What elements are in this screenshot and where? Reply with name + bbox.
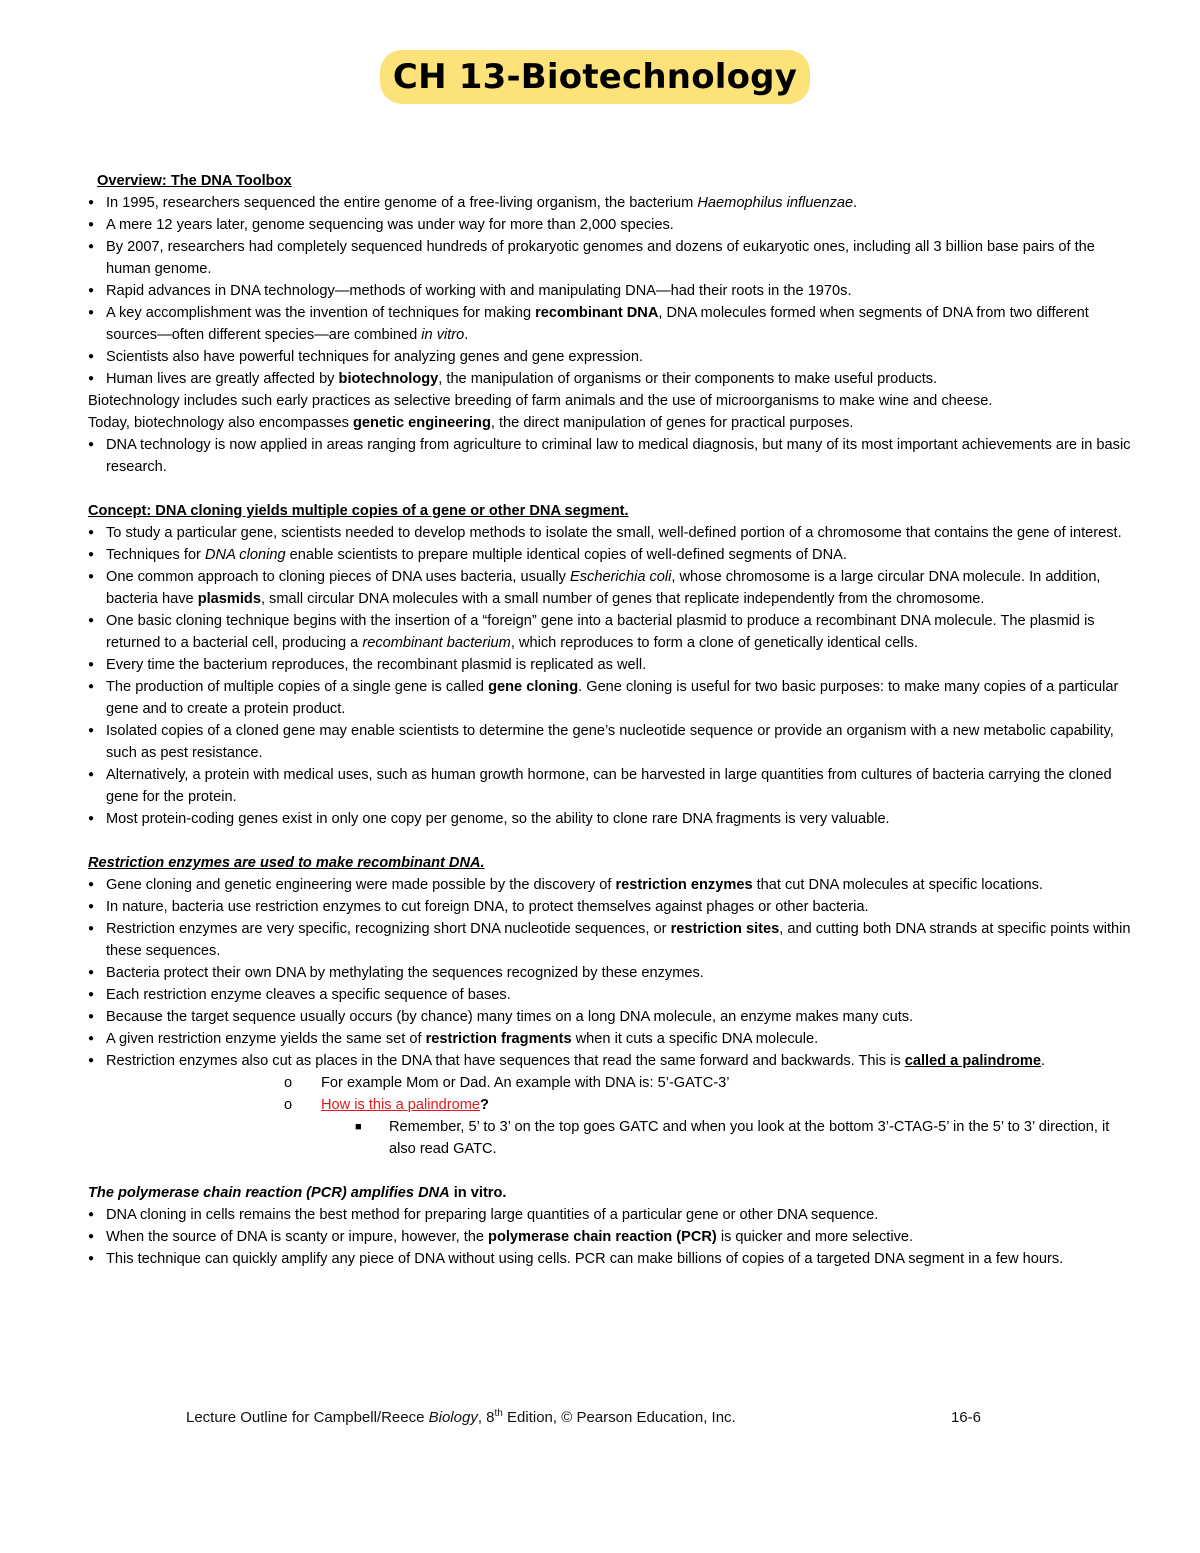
text-run: The polymerase chain reaction (PCR) amplifies DNA <box>88 1185 450 1201</box>
text-run: The production of multiple copies of a single gene is called <box>106 679 489 695</box>
bullet-item <box>88 214 1133 236</box>
paragraph-line <box>88 412 1133 434</box>
text-run: , and cutting both DNA strands at specific points within these sequences. <box>106 921 1131 959</box>
text-run: One common approach to cloning pieces of DNA uses bacteria, usually <box>106 569 571 585</box>
text-run: One basic cloning technique begins with the insertion of a “foreign” gene into a bacterial plasmid to produce a recombinant DNA molecule. The plasmid is returned to a bacterial cell, producing a <box>106 613 1095 651</box>
bullet-item <box>88 896 1133 918</box>
section-list-restriction-enzymes <box>88 874 1133 1160</box>
text-run: polymerase chain reaction (PCR) <box>488 1229 717 1245</box>
text-run: plasmids <box>197 591 261 607</box>
circle-bullet-icon: o <box>284 1097 293 1113</box>
text-run: To study a particular gene, scientists needed to develop methods to isolate the small, well-defined portion of a chromosome that contains the gene of interest. <box>106 525 1122 541</box>
text-run: In 1995, researchers sequenced the entire genome of a free-living organism, the bacterium <box>106 195 698 211</box>
text-run: Biotechnology includes such early practices as selective breeding of farm animals and the use of microorganisms to make wine and cheese. <box>88 393 993 409</box>
text-run: gene cloning <box>488 679 579 695</box>
bullet-item <box>88 346 1133 368</box>
bullet-item <box>88 302 1133 346</box>
text-run: Restriction enzymes are very specific, recognizing short DNA nucleotide sequences, or <box>106 921 671 937</box>
section-list-dna-cloning <box>88 522 1133 830</box>
sub-bullet-item <box>88 1094 1133 1116</box>
text-run: Haemophilus influenzae <box>697 195 854 211</box>
text-run: Because the target sequence usually occurs (by chance) many times on a long DNA molecule, an enzyme makes many cuts. <box>106 1009 914 1025</box>
text-run: recombinant DNA <box>535 305 659 321</box>
square-bullet-icon: ■ <box>355 1121 362 1133</box>
document-body <box>88 170 1133 1270</box>
text-run: In nature, bacteria use restriction enzymes to cut foreign DNA, to protect themselves against phages or other bacteria. <box>106 899 869 915</box>
text-run: . <box>853 195 858 211</box>
text-run: . Gene cloning is useful for two basic purposes: to make many copies of a particular gene and to create a protein product. <box>106 679 1119 717</box>
section-heading-dna-cloning: Concept: DNA cloning yields multiple copies of a gene or other DNA segment. <box>88 503 629 519</box>
bullet-item <box>88 544 1133 566</box>
text-run: This technique can quickly amplify any piece of DNA without using cells. PCR can make billions of copies of a targeted DNA segment in a few hours. <box>106 1251 1064 1267</box>
bullet-item <box>88 280 1133 302</box>
text-run: . <box>1041 1053 1046 1069</box>
text-run: DNA technology is now applied in areas ranging from agriculture to criminal law to medical diagnosis, but many of its most important achievements are in basic research. <box>106 437 1131 475</box>
text-run: Alternatively, a protein with medical uses, such as human growth hormone, can be harvested in large quantities from cultures of bacteria carrying the cloned gene for the protein. <box>106 767 1112 805</box>
text-run: Gene cloning and genetic engineering were made possible by the discovery of <box>106 877 616 893</box>
bullet-item <box>88 368 1133 390</box>
text-run: A mere 12 years later, genome sequencing was under way for more than 2,000 species. <box>106 217 674 233</box>
text-run: called a palindrome <box>904 1053 1042 1069</box>
text-run: Isolated copies of a cloned gene may enable scientists to determine the gene’s nucleotide sequence or provide an organism with a new metabolic capability, such as pest resistance. <box>106 723 1114 761</box>
text-run: biotechnology <box>338 371 439 387</box>
page-number: 16-6 <box>950 1409 981 1426</box>
text-run: in vitro. <box>449 1185 507 1201</box>
text-run: ? <box>479 1097 489 1113</box>
bullet-item <box>88 654 1133 676</box>
bullet-item <box>88 1226 1133 1248</box>
text-run: A key accomplishment was the invention of techniques for making <box>106 305 536 321</box>
text-run: Scientists also have powerful techniques for analyzing genes and gene expression. <box>106 349 644 365</box>
text-run: Restriction enzymes also cut as places in the DNA that have sequences that read the same forward and backwards. This is <box>106 1053 905 1069</box>
bullet-item <box>88 720 1133 764</box>
sub-bullet-item <box>88 1072 1133 1094</box>
text-run: Rapid advances in DNA technology—methods of working with and manipulating DNA—had their roots in the 1970s. <box>106 283 852 299</box>
text-run: By 2007, researchers had completely sequenced hundreds of prokaryotic genomes and dozens of eukaryotic ones, including all 3 billion base pairs of the human genome. <box>106 239 1095 277</box>
bullet-item <box>88 610 1133 654</box>
text-run: For example Mom or Dad. An example with DNA is: 5’-GATC-3’ <box>321 1075 730 1091</box>
text-run: that cut DNA molecules at specific locations. <box>752 877 1043 893</box>
text-run: How is this a palindrome <box>321 1097 480 1113</box>
page-footer <box>186 1409 996 1429</box>
text-run: restriction enzymes <box>615 877 753 893</box>
text-run: restriction sites <box>670 921 780 937</box>
text-run: . <box>464 327 469 343</box>
circle-bullet-icon: o <box>284 1075 293 1091</box>
page-title: CH 13-Biotechnology <box>380 50 810 104</box>
bullet-item <box>88 566 1133 610</box>
text-run: when it cuts a specific DNA molecule. <box>571 1031 819 1047</box>
text-run: , DNA molecules formed when segments of DNA from two different sources—often different species—are combined <box>106 305 1089 343</box>
text-run: Techniques for <box>106 547 205 563</box>
section-list-overview <box>88 192 1133 478</box>
bullet-item <box>88 1006 1133 1028</box>
bullet-item <box>88 808 1133 830</box>
text-run: , which reproduces to form a clone of genetically identical cells. <box>510 635 919 651</box>
bullet-item <box>88 874 1133 896</box>
bullet-item <box>88 1204 1133 1226</box>
bullet-item <box>88 1028 1133 1050</box>
bullet-item <box>88 192 1133 214</box>
text-run: Every time the bacterium reproduces, the recombinant plasmid is replicated as well. <box>106 657 647 673</box>
bullet-item <box>88 962 1133 984</box>
text-run: , the direct manipulation of genes for practical purposes. <box>490 415 854 431</box>
text-run: DNA cloning in cells remains the best method for preparing large quantities of a particular gene or other DNA sequence. <box>106 1207 879 1223</box>
text-run: restriction fragments <box>425 1031 572 1047</box>
text-run: recombinant bacterium <box>362 635 511 651</box>
footer-citation: Lecture Outline for Campbell/Reece Biology, 8th Edition, © Pearson Education, Inc. <box>186 1408 736 1426</box>
text-run: Today, biotechnology also encompasses <box>88 415 354 431</box>
bullet-item <box>88 236 1133 280</box>
text-run: A given restriction enzyme yields the same set of <box>106 1031 426 1047</box>
bullet-item <box>88 764 1133 808</box>
text-run: genetic engineering <box>353 415 491 431</box>
text-run: Most protein-coding genes exist in only one copy per genome, so the ability to clone rare DNA fragments is very valuable. <box>106 811 890 827</box>
bullet-item <box>88 434 1133 478</box>
text-run: Human lives are greatly affected by <box>106 371 339 387</box>
text-run: , whose chromosome is a large circular DNA molecule. In addition, bacteria have <box>106 569 1101 607</box>
text-run: DNA cloning <box>204 547 286 563</box>
text-run: Remember, 5’ to 3’ on the top goes GATC and when you look at the bottom 3’-CTAG-5’ in the 5’ to 3’ direction, it also read GATC. <box>389 1119 1110 1157</box>
text-run: , small circular DNA molecules with a small number of genes that replicate independently from the chromosome. <box>260 591 985 607</box>
text-run: Each restriction enzyme cleaves a specific sequence of bases. <box>106 987 511 1003</box>
text-run: enable scientists to prepare multiple identical copies of well-defined segments of DNA. <box>285 547 847 563</box>
sub-sub-bullet-item <box>88 1116 1133 1160</box>
bullet-item <box>88 1248 1133 1270</box>
bullet-item <box>88 918 1133 962</box>
paragraph-line <box>88 390 1133 412</box>
bullet-item <box>88 984 1133 1006</box>
text-run: When the source of DNA is scanty or impure, however, the <box>106 1229 489 1245</box>
text-run: in vitro <box>421 327 465 343</box>
text-run: Bacteria protect their own DNA by methylating the sequences recognized by these enzymes. <box>106 965 704 981</box>
text-run: , the manipulation of organisms or their components to make useful products. <box>438 371 938 387</box>
text-run: Escherichia coli <box>570 569 672 585</box>
section-heading-pcr <box>88 1182 1133 1204</box>
bullet-item <box>88 676 1133 720</box>
section-heading-overview: Overview: The DNA Toolbox <box>97 173 292 189</box>
text-run: is quicker and more selective. <box>716 1229 914 1245</box>
section-heading-restriction-enzymes: Restriction enzymes are used to make recombinant DNA. <box>88 855 485 871</box>
bullet-item <box>88 522 1133 544</box>
section-list-pcr <box>88 1204 1133 1270</box>
bullet-item <box>88 1050 1133 1072</box>
